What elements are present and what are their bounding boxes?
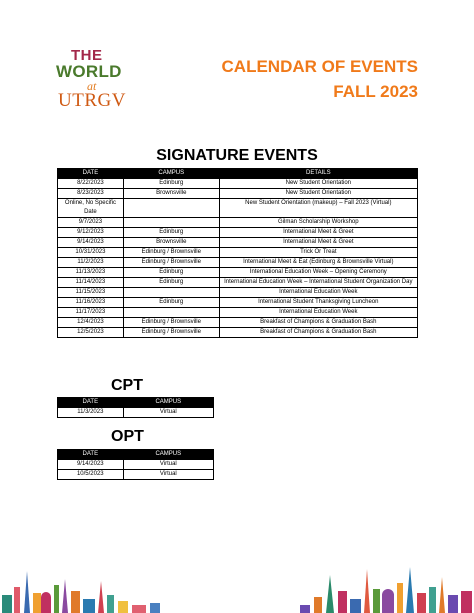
details-cell: New Student Orientation	[219, 179, 417, 189]
table-header-row	[58, 169, 418, 179]
date-cell: 9/7/2023	[58, 218, 124, 228]
logo-utrgv: UTRGV	[58, 90, 126, 111]
details-cell: International Student Thanksgiving Luncheon	[219, 298, 417, 308]
details-cell: International Education Week – Opening Ceremony	[219, 268, 417, 278]
date-cell: 8/22/2023	[58, 179, 124, 189]
date-cell: 8/23/2023	[58, 189, 124, 199]
column-header-campus: CAMPUS	[123, 398, 213, 408]
campus-cell: Brownsville	[123, 189, 219, 199]
campus-cell: Edinburg	[123, 228, 219, 238]
date-cell: Online, No Specific Date	[58, 199, 124, 218]
date-cell: 11/13/2023	[58, 268, 124, 278]
details-cell: New Student Orientation (makeup) – Fall 2023 (Virtual)	[219, 199, 417, 218]
date-cell: 10/5/2023	[58, 470, 124, 480]
date-cell: 9/14/2023	[58, 460, 124, 470]
campus-cell: Edinburg / Brownsville	[123, 318, 219, 328]
details-cell: New Student Orientation	[219, 189, 417, 199]
campus-cell: Virtual	[123, 460, 213, 470]
details-cell: International Meet & Greet	[219, 238, 417, 248]
column-header-campus: CAMPUS	[123, 450, 213, 460]
campus-cell: Edinburg	[123, 278, 219, 288]
table-row	[58, 288, 418, 298]
campus-cell: Edinburg / Brownsville	[123, 258, 219, 268]
date-cell: 11/15/2023	[58, 288, 124, 298]
details-cell: International Education Week – International Student Organization Day	[219, 278, 417, 288]
table-row	[58, 248, 418, 258]
date-cell: 11/16/2023	[58, 298, 124, 308]
details-cell: Breakfast of Champions & Graduation Bash	[219, 328, 417, 338]
term-title: FALL 2023	[333, 82, 418, 101]
table-row	[58, 328, 418, 338]
table-row	[58, 460, 214, 470]
date-cell: 11/3/2023	[58, 408, 124, 418]
column-header-date: DATE	[58, 398, 124, 408]
details-cell: International Education Week	[219, 288, 417, 298]
date-cell: 12/5/2023	[58, 328, 124, 338]
signature-events-table	[57, 168, 418, 338]
campus-cell	[123, 308, 219, 318]
column-header-campus: CAMPUS	[123, 169, 219, 179]
table-row	[58, 268, 418, 278]
date-cell: 11/2/2023	[58, 258, 124, 268]
logo-world: WORLD	[56, 62, 122, 81]
date-cell: 12/4/2023	[58, 318, 124, 328]
cpt-table	[57, 397, 214, 418]
table-row	[58, 199, 418, 218]
logo-at: at	[87, 79, 97, 93]
table-row	[58, 238, 418, 248]
table-row	[58, 318, 418, 328]
date-cell: 10/31/2023	[58, 248, 124, 258]
table-row	[58, 308, 418, 318]
details-cell: Breakfast of Champions & Graduation Bash	[219, 318, 417, 328]
table-header-row	[58, 398, 214, 408]
cpt-heading: CPT	[111, 377, 143, 394]
table-header-row	[58, 450, 214, 460]
signature-events-heading: SIGNATURE EVENTS	[156, 147, 318, 164]
column-header-date: DATE	[58, 169, 124, 179]
campus-cell	[123, 199, 219, 218]
table-row	[58, 298, 418, 308]
column-header-date: DATE	[58, 450, 124, 460]
campus-cell: Brownsville	[123, 238, 219, 248]
details-cell: International Meet & Greet	[219, 228, 417, 238]
table-row	[58, 278, 418, 288]
campus-cell: Edinburg	[123, 268, 219, 278]
skyline-buildings	[2, 567, 472, 613]
campus-cell: Virtual	[123, 470, 213, 480]
campus-cell: Edinburg / Brownsville	[123, 248, 219, 258]
campus-cell: Edinburg / Brownsville	[123, 328, 219, 338]
column-header-details: DETAILS	[219, 169, 417, 179]
city-skyline-decoration	[0, 565, 474, 613]
table-row	[58, 258, 418, 268]
campus-cell: Virtual	[123, 408, 213, 418]
table-row	[58, 179, 418, 189]
details-cell: International Education Week	[219, 308, 417, 318]
campus-cell	[123, 218, 219, 228]
table-row	[58, 218, 418, 228]
opt-heading: OPT	[111, 428, 144, 445]
details-cell: Gilman Scholarship Workshop	[219, 218, 417, 228]
opt-table	[57, 449, 214, 480]
calendar-title: CALENDAR OF EVENTS	[221, 57, 418, 76]
table-row	[58, 189, 418, 199]
date-cell: 9/14/2023	[58, 238, 124, 248]
details-cell: Trick Or Treat	[219, 248, 417, 258]
table-row	[58, 408, 214, 418]
campus-cell: Edinburg	[123, 179, 219, 189]
table-row	[58, 470, 214, 480]
table-row	[58, 228, 418, 238]
date-cell: 9/12/2023	[58, 228, 124, 238]
campus-cell	[123, 288, 219, 298]
details-cell: International Meet & Eat (Edinburg & Brownsville Virtual)	[219, 258, 417, 268]
date-cell: 11/14/2023	[58, 278, 124, 288]
utrgv-world-logo	[56, 48, 136, 110]
campus-cell: Edinburg	[123, 298, 219, 308]
date-cell: 11/17/2023	[58, 308, 124, 318]
logo-the: THE	[71, 47, 103, 64]
